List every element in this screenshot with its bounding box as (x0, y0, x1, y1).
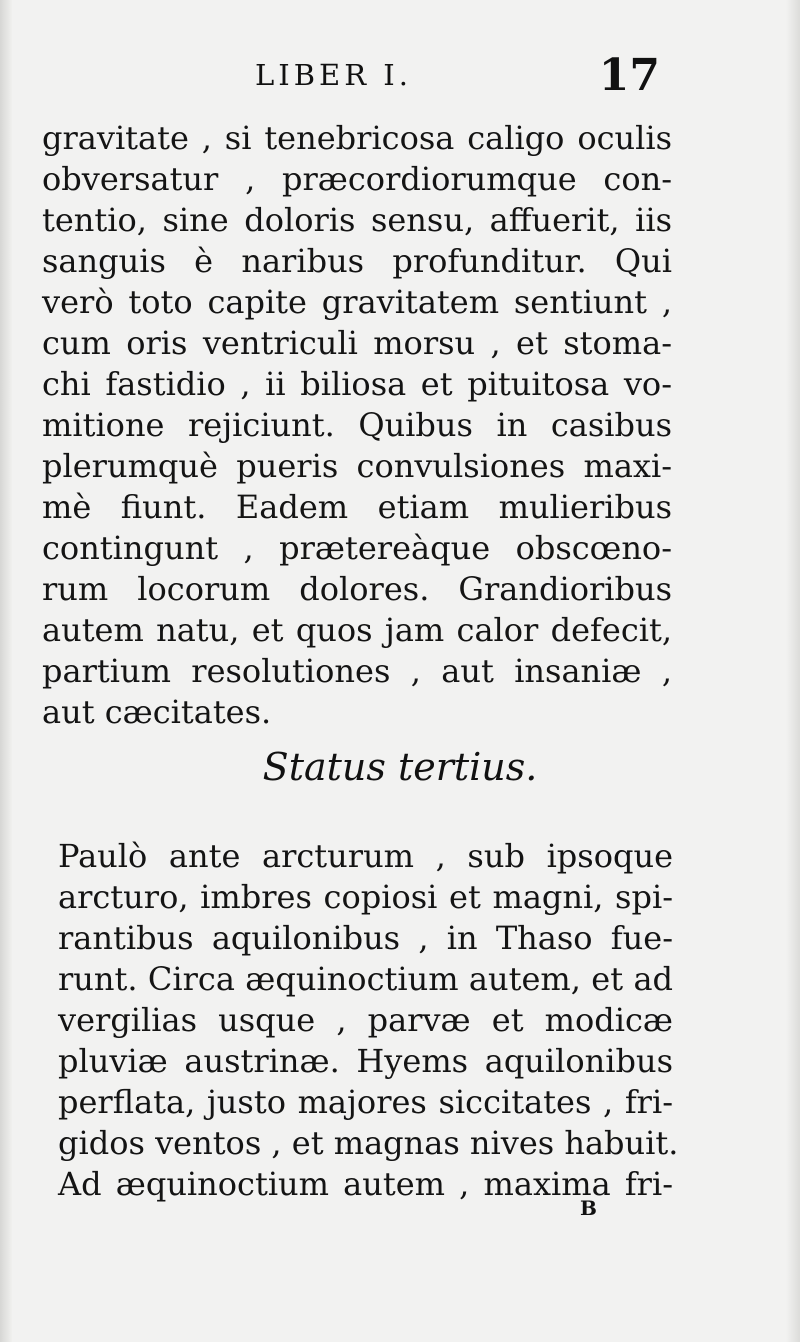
text-line: verò toto capite gravitatem sentiunt , (42, 283, 672, 321)
section-heading: Status tertius. (262, 745, 538, 789)
paragraph-1 (42, 118, 672, 733)
text-line: Ad æquinoctium autem , maxima fri- (58, 1165, 673, 1203)
text-line: autem natu, et quos jam calor defecit, (42, 611, 672, 649)
text-line: Paulò ante arcturum , sub ipsoque (58, 837, 673, 875)
text-line: arcturo, imbres copiosi et magni, spi- (58, 878, 673, 916)
text-line: runt. Circa æquinoctium autem, et ad (58, 960, 673, 998)
text-line: gravitate , si tenebricosa caligo oculis (42, 119, 672, 157)
text-line: tentio, sine doloris sensu, affuerit, iis (42, 201, 672, 239)
text-line: chi fastidio , ii biliosa et pituitosa vo- (42, 365, 672, 403)
text-line: obversatur , præcordiorumque con- (42, 160, 672, 198)
paragraph-2 (58, 836, 679, 1205)
text-line: sanguis è naribus profunditur. Qui (42, 242, 672, 280)
running-header (40, 52, 660, 104)
text-line: mitione rejiciunt. Quibus in casibus (42, 406, 672, 444)
text-line: pluviæ austrinæ. Hyems aquilonibus (58, 1042, 673, 1080)
page-left-edge (0, 0, 12, 1342)
text-line: rantibus aquilonibus , in Thaso fue- (58, 919, 673, 957)
text-line: mè fiunt. Eadem etiam mulieribus (42, 488, 672, 526)
text-line: rum locorum dolores. Grandioribus (42, 570, 672, 608)
text-line: plerumquè pueris convulsiones maxi- (42, 447, 672, 485)
text-line: vergilias usque , parvæ et modicæ (58, 1001, 673, 1039)
page-right-edge (786, 0, 800, 1342)
text-line: contingunt , prætereàque obscœno- (42, 529, 672, 567)
text-line: partium resolutiones , aut insaniæ , (42, 652, 672, 690)
signature-mark: B (580, 1196, 597, 1220)
running-head-title: LIBER I. (255, 58, 412, 92)
text-line: cum oris ventriculi morsu , et stoma- (42, 324, 672, 362)
page-number: 17 (598, 50, 660, 101)
text-line: perflata, justo majores siccitates , fri- (58, 1083, 673, 1121)
text-line: aut cæcitates. (42, 693, 272, 731)
text-line: gidos ventos , et magnas nives habuit. (58, 1124, 679, 1162)
